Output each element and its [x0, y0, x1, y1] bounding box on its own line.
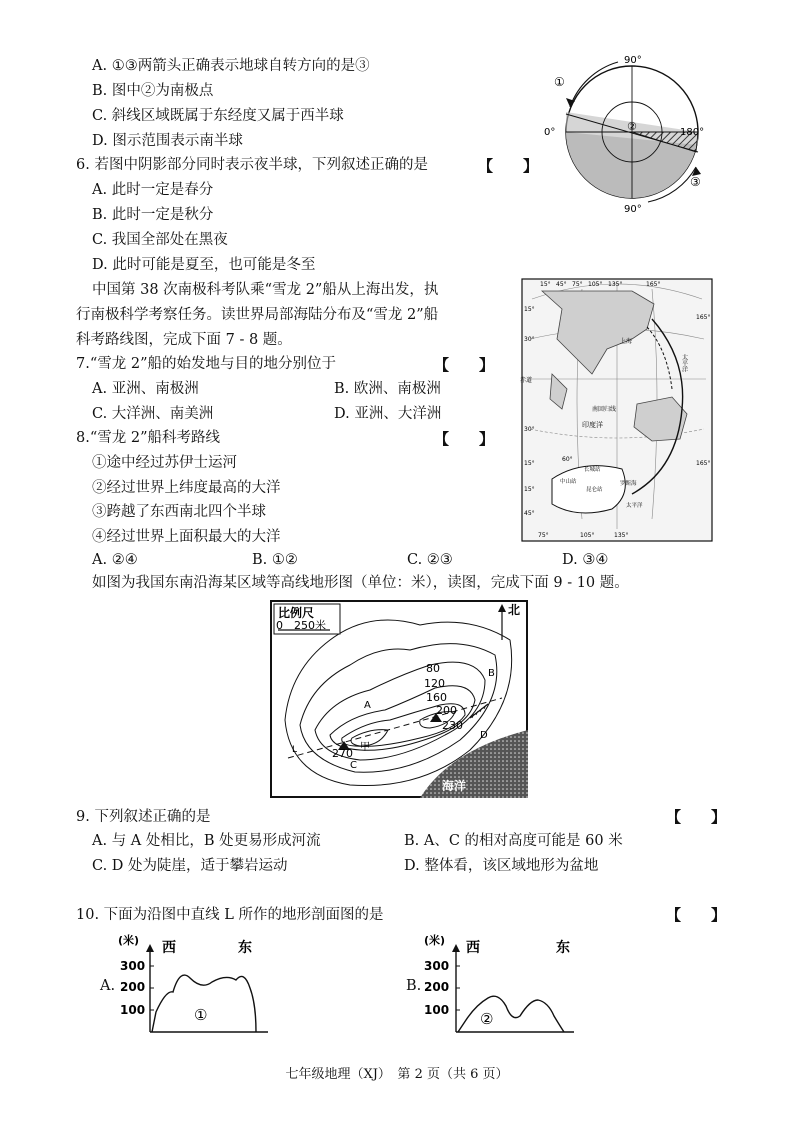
q8-option-c: C. ②③ — [407, 552, 453, 568]
map2-left-label-7: 45° — [524, 510, 535, 517]
profile-a-mark: ① — [194, 1006, 208, 1024]
fig1-circle-1: ① — [554, 75, 565, 89]
q7-option-d: D. 亚洲、大洋洲 — [334, 406, 442, 422]
fig1-label-bottom: 90° — [624, 204, 642, 215]
q7-option-a: A. 亚洲、南极洲 — [92, 381, 199, 397]
q9-option-d: D. 整体看，该区域地形为盆地 — [404, 858, 599, 874]
map2-top-label-6: 165° — [646, 281, 661, 288]
map2-left-label-4: 30° — [524, 426, 535, 433]
q8-item-2: ②经过世界上纬度最高的大洋 — [92, 480, 281, 496]
q7-option-b: B. 欧洲、南极洲 — [334, 381, 441, 397]
q8-answer-bracket[interactable]: 【 】 — [434, 430, 495, 448]
contour-label-120: 120 — [424, 677, 445, 690]
fig1-circle-3: ③ — [690, 175, 701, 189]
q6-option-a: A. 此时一定是春分 — [92, 182, 214, 198]
profile-a-option-label[interactable]: A. — [100, 978, 116, 994]
profile-a-tick-100: 100 — [120, 1003, 146, 1017]
profile-b-unit: (米) — [424, 934, 446, 947]
map2-top-label-1: 15° — [540, 281, 551, 288]
map2-top-label-3: 75° — [572, 281, 583, 288]
q8-item-3: ③跨越了东西南北四个半球 — [92, 504, 266, 520]
fig1-label-left: 0° — [544, 127, 556, 138]
q6-answer-bracket[interactable]: 【 】 — [478, 157, 539, 175]
profile-b-option-label[interactable]: B. — [406, 978, 422, 994]
q6-option-d: D. 此时可能是夏至，也可能是冬至 — [92, 257, 316, 273]
q10-answer-bracket[interactable]: 【 】 — [666, 906, 727, 924]
profile-b-west: 西 — [466, 940, 480, 956]
q5-option-b: B. 图中②为南极点 — [92, 83, 214, 99]
passage-7-8-line-1: 中国第 38 次南极科考队乘“雪龙 2”船从上海出发，执 — [92, 282, 439, 298]
map2-left-label-6: 15° — [524, 486, 535, 493]
q9-answer-bracket[interactable]: 【 】 — [666, 808, 727, 826]
fig1-label-top: 90° — [624, 55, 642, 66]
q5-option-d: D. 图示范围表示南半球 — [92, 133, 243, 149]
q8-option-d: D. ③④ — [562, 552, 609, 568]
polar-view-figure — [538, 52, 710, 228]
map2-place-shanghai: 上海 — [620, 338, 633, 345]
map2-place-pacific-2: 太平洋 — [626, 503, 643, 509]
q8-option-b: B. ①② — [252, 552, 298, 568]
profile-option-b — [404, 930, 584, 1040]
contour-label-230: 230 — [442, 719, 463, 732]
fig1-label-right: 180° — [680, 127, 705, 138]
map2-bottom-label-3: 135° — [614, 532, 629, 539]
map2-left-label-2: 30° — [524, 336, 535, 343]
q7-option-c: C. 大洋洲、南美洲 — [92, 406, 214, 422]
profile-a-tick-200: 200 — [120, 980, 146, 994]
map2-left-label-5: 15° — [524, 460, 535, 467]
map2-place-zhongshan-station: 中山站 — [560, 479, 577, 485]
q9-option-b: B. A、C 的相对高度可能是 60 米 — [404, 833, 623, 849]
map2-right-label-1: 165° — [696, 314, 711, 321]
q9-stem: 9. 下列叙述正确的是 — [76, 809, 211, 825]
profile-a-unit: (米) — [118, 934, 140, 947]
contour-map — [270, 600, 528, 798]
map2-left-label-1: 15° — [524, 306, 535, 313]
passage-7-8-line-2: 行南极科学考察任务。读世界局部海陆分布及“雪龙 2”船 — [76, 307, 439, 323]
contour-point-c: C — [350, 760, 357, 771]
q5-option-c: C. 斜线区域既属于东经度又属于西半球 — [92, 108, 344, 124]
map2-top-label-5: 135° — [608, 281, 623, 288]
map2-bottom-label-2: 105° — [580, 532, 595, 539]
q9-option-c: C. D 处为陡崖，适于攀岩运动 — [92, 858, 288, 874]
page-footer: 七年级地理（XJ） 第 2 页（共 6 页） — [285, 1067, 509, 1082]
map2-place-kunlun-station: 昆仑站 — [586, 487, 603, 493]
profile-b-east: 东 — [556, 940, 570, 956]
sea-label: 海洋 — [442, 779, 467, 793]
contour-point-d: D — [480, 730, 488, 741]
map2-place-60: 60° — [562, 456, 573, 463]
q9-option-a: A. 与 A 处相比，B 处更易形成河流 — [92, 833, 321, 849]
contour-point-b: B — [488, 668, 495, 679]
q6-stem: 6. 若图中阴影部分同时表示夜半球，下列叙述正确的是 — [76, 157, 428, 173]
map2-place-pacific-1: 太平洋 — [680, 354, 688, 372]
map2-top-label-2: 45° — [556, 281, 567, 288]
profile-b-tick-200: 200 — [424, 980, 450, 994]
passage-7-8-line-3: 科考路线图，完成下面 7 - 8 题。 — [76, 332, 292, 348]
map2-top-label-4: 105° — [588, 281, 603, 288]
q8-stem: 8.“雪龙 2”船科考路线 — [76, 430, 220, 446]
q8-item-1: ①途中经过苏伊士运河 — [92, 455, 237, 471]
profile-b-mark: ② — [480, 1010, 494, 1028]
fig1-circle-2: ② — [627, 120, 637, 133]
passage-9-10: 如图为我国东南沿海某区域等高线地形图（单位：米），读图，完成下面 9 - 10 题。 — [92, 575, 629, 591]
contour-label-jia: 甲 — [360, 742, 370, 753]
profile-a-west: 西 — [162, 940, 176, 956]
contour-label-200: 200 — [436, 704, 457, 717]
q10-stem: 10. 下面为沿图中直线 L 所作的地形剖面图的是 — [76, 907, 384, 923]
q8-option-a: A. ②④ — [92, 552, 138, 568]
contour-label-80: 80 — [426, 662, 440, 675]
q7-stem: 7.“雪龙 2”船的始发地与目的地分别位于 — [76, 356, 336, 372]
q6-option-c: C. 我国全部处在黑夜 — [92, 232, 228, 248]
contour-label-270: 270 — [332, 747, 353, 760]
route-map — [522, 279, 712, 541]
q5-option-a: A. ①③两箭头正确表示地球自转方向的是③ — [92, 58, 370, 74]
q7-answer-bracket[interactable]: 【 】 — [434, 356, 495, 374]
profile-b-tick-100: 100 — [424, 1003, 450, 1017]
contour-line-l: L — [292, 745, 298, 755]
profile-a-tick-300: 300 — [120, 959, 146, 973]
profile-a-east: 东 — [238, 940, 252, 956]
map2-place-tropic: 南回归线 — [592, 406, 617, 413]
map2-bottom-label-1: 75° — [538, 532, 549, 539]
north-arrow-label: 北 — [508, 603, 521, 617]
scale-title: 比例尺 — [278, 606, 315, 620]
map2-place-great-wall-station: 长城站 — [584, 467, 601, 473]
map2-right-label-2: 165° — [696, 460, 711, 467]
contour-label-160: 160 — [426, 691, 447, 704]
map2-place-ross-sea: 罗斯海 — [620, 481, 637, 487]
map2-left-label-3: 赤道 — [520, 377, 533, 384]
q6-option-b: B. 此时一定是秋分 — [92, 207, 214, 223]
q8-item-4: ④经过世界上面积最大的大洋 — [92, 529, 281, 545]
scale-text: 0 250米 — [276, 619, 326, 632]
contour-point-a: A — [364, 700, 371, 711]
profile-option-a — [98, 930, 278, 1040]
map2-place-indian-ocean: 印度洋 — [582, 421, 603, 429]
profile-b-tick-300: 300 — [424, 959, 450, 973]
